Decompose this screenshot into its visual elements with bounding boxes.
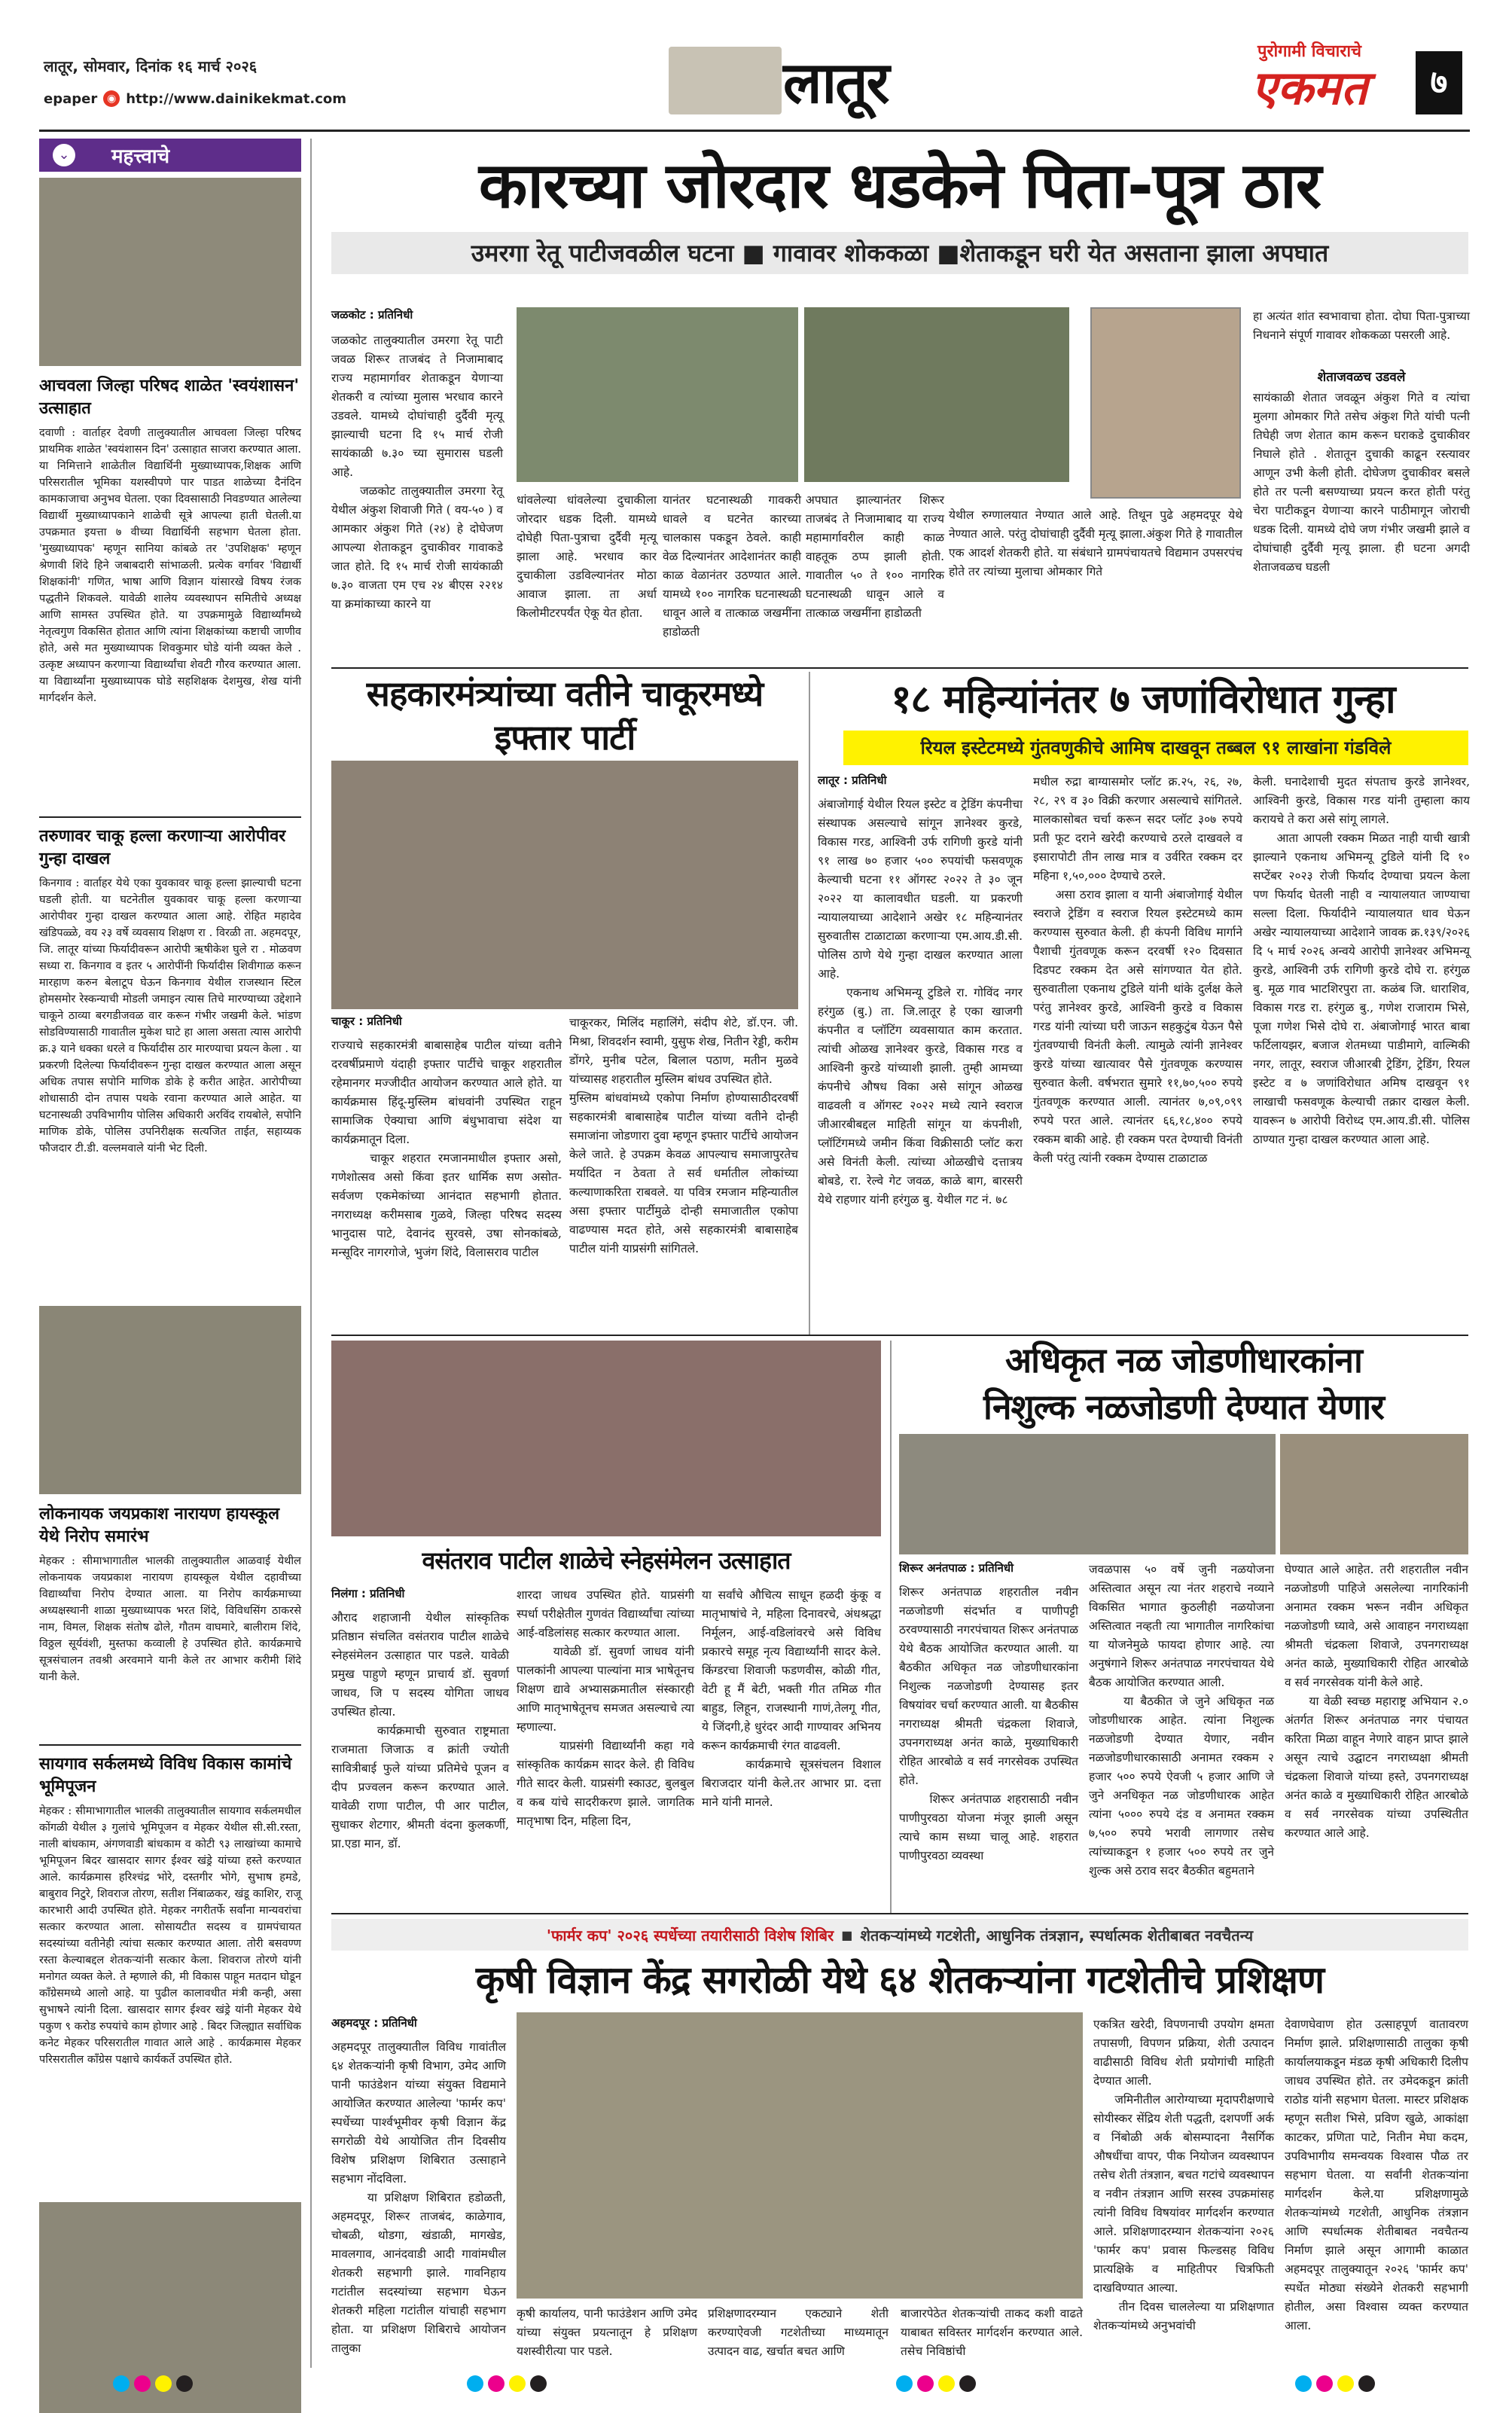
sidebar-photo-1	[39, 178, 301, 366]
masthead	[0, 0, 1512, 143]
lead-col-2: धांवलेल्या धांवलेल्या दुचाकीला जोरदार धडक दिली. यामध्ये दोघेही पिता-पुत्राचा दुर्दैवी मृत्यू झाला आहे. भरधाव कार दुचाकीला उडविल्यानंतर मोठा आवाज झाला. ता अर्धा किलोमीटरपर्यंत ऐकू येत होता.	[517, 493, 660, 620]
header-ornament	[669, 47, 782, 114]
water-col-3: घेण्यात आले आहेत. तरी शहरातील नवीन नळजोडणी पाहिजे असलेल्या नागरिकांनी अनामत रक्कम भरून नवीन अधिकृत नळजोडणी घ्यावे, असे आवाहन नगराध्यक्षा श्रीमती चंद्रकला शिवाजे, उपनगराध्यक्ष अनंत काळे, मुख्याधिकारी रोहित आरबोळे व सर्व नगरसेवक यांनी केले आहे. या वेळी स्वच्छ महाराष्ट्र अभियान २.० अंतर्गत शिरूर अनंतपाळ नगर पंचायत करिता मिळा वाहून नेणारे वाहन प्राप्त झाले असून त्याचे उद्घाटन नगराध्यक्षा श्रीमती चंद्रकला शिवाजे यांच्या हस्ते, उपनगराध्यक्ष अनंत काळे व मुख्याधिकारी रोहित आरबोळे व सर्व नगरसेवक यांच्या उपस्थितीत करण्यात आले आहे.	[1285, 1563, 1468, 1840]
agri-photo	[517, 2012, 1083, 2299]
registration-group-3	[896, 2375, 980, 2395]
fraud-banner: रियल इस्टेटमध्ये गुंतवणुकीचे आमिष दाखवून तब्बल ९१ लाखांना गंडविले	[920, 737, 1392, 758]
fraud-col-1: अंबाजोगाई येथील रियल इस्टेट व ट्रेडिंग कंपनीचा संस्थापक असल्याचे सांगून ज्ञानेश्वर कुरडे, विकास गरड, आश्विनी उर्फ रागिणी कुरडे यांनी ९१ लाख ७० हजार ५०० रुपयांची फसवणूक केल्याची घटना ११ ऑगस्ट २०२२ ते ३० जून २०२२ या कालावधीत घडली. या प्रकरणी न्यायालयाच्या आदेशाने अखेर १८ महिन्यानंतर सुरुवातीस टाळाटाळा करणाऱ्या एम.आय.डी.सी. पोलिस ठाणे येथे गुन्हा दाखल करण्यात आला आहे. एकनाथ अभिमन्यू टुडिले रा. गोविंद नगर हरंगुळ (बु.) ता. जि.लातूर हे एका खाजगी कंपनीत व प्लॉटिंग व्यवसायात काम करतात. त्यांची ओळख ज्ञानेश्वर कुरडे, विकास गरड व आश्विनी कुरडे यांच्याशी झाली. तुम्ही आमच्या कंपनीचे औषध विका असे सांगून ओळख वाढवली व ऑगस्ट २०२२ मध्ये त्याने स्वराज जीआरबीबद्दल माहिती सांगून या कंपनीशी, प्लॉटिंगमध्ये जमीन किंवा विक्रीसाठी प्लॉट करा असे विनंती केली. त्यांच्या ओळखीचे दत्तात्रय बोबडे, रा. रेल्वे गेट जवळ, काळे बाग, बारसरी येथे राहणार यांनी हरंगुळ बु. येथील गट नं. ७८	[818, 798, 1023, 1206]
section-title: लातूर	[783, 49, 889, 116]
iftar-headline: सहकारमंत्र्यांच्या वतीने चाकूरमध्ये इफ्तार पार्टी	[366, 673, 764, 758]
school-col-2: शारदा जाधव उपस्थित होते. याप्रसंगी स्पर्धा परीक्षेतील गुणवंत विद्यार्थ्यांचा त्यांच्या आई-वडिलांसह सत्कार करण्यात आला. यावेळी डॉ. सुवर्णा जाधव यांनी पालकांनी आपल्या पाल्यांना मात्र भाषेतूनच शिक्षण द्यावे अभ्यासक्रमातील संस्कारही आणि मातृभाषेतूनच समजत असल्याचे त्या म्हणाल्या. याप्रसंगी विद्यार्थ्यांनी कहा गवे सांस्कृतिक कार्यक्रम सादर केले. ही विविध गीते सादर केली. याप्रसंगी स्काउट, बुलबुल व कब यांचे सादरीकरण झाले. जागतिक मातृभाषा दिन, महिला दिन,	[517, 1588, 694, 1828]
header-rule	[39, 130, 1470, 132]
magenta-dot	[917, 2375, 934, 2392]
sidebar-divider-1	[39, 816, 301, 818]
chevron-down-icon: ⌄	[53, 144, 75, 166]
cyan-dot	[1295, 2375, 1312, 2392]
fraud-dateline: लातूर : प्रतिनिधी	[818, 773, 887, 787]
iftar-vertical-rule	[809, 672, 810, 1335]
lead-col-3: यानंतर घटनास्थळी गावकरी धावले व घटनेत कारच्या चालकास पकडून ठेवले. काही वेळ दिल्यानंतर आदेशानंतर काही काळ वेळानंतर उठण्यात आले. यामध्ये १०० नागरिक घटनास्थळी धावून आले व तात्काळ जखमींना हाडोळती	[663, 493, 805, 639]
cyan-dot	[896, 2375, 913, 2392]
school-dateline: निलंगा : प्रतिनिधी	[331, 1587, 405, 1600]
yellow-dot	[155, 2375, 172, 2392]
lead-subheading: शेताजवळच उडवले	[1317, 370, 1406, 385]
sidebar-story-2-text: किनगाव : वार्ताहर येथे एका युवकावर चाकू हल्ला झाल्याची घटना घडली होती. या घटनेतील युवकावर चाकू हल्ला करणाऱ्या आरोपीवर गुन्हा दाखल करण्यात आला आहे. रोहित महादेव खंडिपळ्ळे, वय २३ वर्षे व्यवसाय शिक्षण रा . विरळी ता. अहमदपूर, जि. लातूर यांच्या फिर्यादीवरून आरोपी ऋषीकेश घुले रा . मोळवण सध्या रा. किनगाव व इतर ५ आरोपींनी फिर्यादीस शिवीगाळ करून मारहाण करुन बेलाटूप घेऊन किनगाव येथील राजस्थान स्टिल होमसमोर रेस्कन्याची मोडली जमाइन त्यास तिचे मारण्याच्या उद्देशाने चाकूने ठाव्या बरगडीजवळ वार करून गंभीर जखमी केले. भांडण सोडविण्यासाठी गावातील मुकेश घाटे हा आला असता त्यास आरोपी क्र.३ याने धक्का धरले व फिर्यादीस ठार मारण्याचा प्रयत्न केला . या प्रकरणी दिलेल्या फिर्यादीवरून गुन्हा दाखल करण्यात आला असून अधिक तपास सपोनि माणिक डोके हे करीत आहेत. आरोपीच्या शोधासाठी दोन तपास पथके रवाना करण्यात आले आहेत. या घटनास्थळी उपविभागीय पोलिस अधिकारी अरविंद रायबोले, सपोनि माणिक डोके, पोलिस उपनिरीक्षक सत्यजित ताईत, सहाय्यक फौजदार टी.डी. वल्लमवाले यांनी भेट दिली.	[39, 877, 305, 1155]
yellow-dot	[938, 2375, 955, 2392]
epaper-label: epaper	[44, 90, 98, 107]
iftar-dateline: चाकूर : प्रतिनिधी	[331, 1014, 402, 1028]
brand-name: एकमत	[1251, 60, 1368, 115]
lead-photo-bike	[804, 307, 1069, 482]
fraud-headline: १८ महिन्यांनंतर ७ जणांविरोधात गुन्हा	[891, 677, 1395, 722]
lead-photo-car	[517, 307, 798, 482]
water-dateline: शिरूर अनंतपाळ : प्रतिनिधी	[899, 1561, 1014, 1575]
globe-icon: ◉	[103, 90, 120, 107]
sidebar-story-3-text: मेहकर : सीमाभागातील भालकी तालुक्यातील आळवाई येथील लोकनायक जयप्रकाश नारायण हायस्कूल येथील दहावीच्या विद्यार्थ्यांचा निरोप देण्यात आला. या निरोप कार्यक्रमाच्या अध्यक्षस्थानी शाळा मुख्याध्यापक भरत शिंदे, विविधसिंग ठाकरसे नाम, विमल, शिक्षक संतोष ढोले, गौतम वाघमारे, बालीराम शिंदे, विठ्ठल सूर्यवंशी, मुस्तफा कव्वाली हे उपस्थित होते. कार्यक्रमाचे सूत्रसंचालन तवश्री अरवमाने यानी केले तर आभार करीमी शिंदे यानी केले.	[39, 1555, 305, 1683]
iftar-photo	[331, 761, 798, 1009]
sidebar-story-4-text: मेहकर : सीमाभागातील भालकी तालुक्यातील सायगाव सर्कलमधील कोंगळी येथील ३ गुलांचे भूमिपूजन व मेहकर येथील सी.सी.रस्ता, नाली बांधकाम, अंगणवाडी बांधकाम व कोटी ९३ लाखांच्या कामाचे भूमिपूजन बिदर खासदार सागर ईश्वर खंड्रे यांच्या हस्ते करण्यात आले. कार्यक्रमास हरिश्चंद्र भोरे, दस्तगीर भोगे, सुभाष हमडे, बाबुराव निटुरे, शिवराज तोरण, सतीश निंबाळकर, खंडू काशिर, राजू कारभारी आदी उपस्थित होते. मेहकर नगरीतर्फे सर्वांना मान्यवरांचा सत्कार करण्यात आला. सोसायटीत सदस्य व ग्रामपंचायत सदस्यांच्या वतीनेही त्यांचा सत्कार करण्यात आला. तोरी बसवण्ण रस्ता केल्याबद्दल शेतकऱ्यांनी सत्कार केला. शिवराज तोरणे यांनी मनोगत व्यक्त केले. ते म्हणाले की, मी विकास पाहून मतदान घोडून काँग्रेसमध्ये आलो आहे. या पुढील कालावधीत मंत्री कन्ही, असा सुभाषने त्यांनी दिला. खासदार सागर ईश्वर खंड्रे यांनी मेहकर येथे पकुण ९ करोड रुपयांचे काम होणार आहे . बिदर जिल्ह्यात सर्वाधिक कनेट मेहकर परिसरातील गावात आले आहे . कार्यक्रमास मेहकर परिसरातील काँग्रेस पक्षाचे कार्यकर्ते उपस्थित होते.	[39, 1805, 305, 2066]
yellow-dot	[1337, 2375, 1354, 2392]
lead-col-1: जळकोट तालुक्यातील उमरगा रेतू पाटी जवळ शिरूर ताजबंद ते निजामाबाद राज्य महामार्गावर शेताकडून येणाऱ्या शेतकरी व त्यांच्या मुलास भरधाव कारने उडवले. यामध्ये दोघांचाही दुर्दैवी मृत्यू झाल्याची घटना दि १५ मार्च रोजी सायंकाळी ७.३० च्या सुमारास घडली आहे. जळकोट तालुक्यातील उमरगा रेतू येथील अंकुश शिवाजी गिते ( वय-५० ) व आमकार अंकुश गिते (२४) हे दोघेजण आपल्या शेताकडून दुचाकीवर गावाकडे जात होते. दि १५ मार्च रोजी सायंकाळी ७.३० वाजता एम एच २४ बीएस २२१४ या क्रमांकाच्या कारने या	[331, 334, 503, 611]
brand-tagline: पुरोगामी विचाराचे	[1257, 42, 1362, 61]
lead-col-5: येथील रुग्णालयात नेण्यात आले आहे. तिथून पुढे अहमदपूर येथे नेण्यात आले. परंतु दोघांचाही दुर्दैवी मृत्यू झाला.अंकुश गिते हे गावातील एक आदर्श शेतकरी होते. या संबंधाने ग्रामपंचायतचे विद्यमान उपसरपंच होते तर त्यांच्या मुलाचा ओमकार गिते	[949, 508, 1246, 578]
yellow-dot	[509, 2375, 526, 2392]
agri-strip-rest: शेतकऱ्यांमध्ये गटशेती, आधुनिक तंत्रज्ञान, स्पर्धात्मक शेतीबाबत नवचैतन्य	[860, 1926, 1254, 1945]
lead-subheadline: उमरगा रेतू पाटीजवळील घटना ■ गावावर शोककळा ■शेताकडून घरी येत असताना झाला अपघात	[471, 239, 1329, 267]
sidebar-story-1-text: दवाणी : वार्ताहर देवणी तालुक्यातील आचवला जिल्हा परिषद प्राथमिक शाळेत 'स्वयंशासन दिन' उत्साहात साजरा करण्यात आला. या निमित्ताने शाळेतील विद्यार्थिनी मुख्याध्यापक,शिक्षक आणि परिसरातील भूमिका यशस्वीपणे पार पाडत शाळेच्या दैनंदिन कामकाजाचा अनुभव घेतला. एका दिवसासाठी निवडण्यात आलेल्या विद्यार्थी मुख्याध्यापकाने शाळेची सूत्रे आपल्या हाती घेतली.या उपक्रमात इयत्ता ७ वीच्या विद्यार्थिनी सहभाग घेतला होता. 'मुख्याध्यापक' म्हणून सानिया कांबळे तर 'उपशिक्षक' म्हणून श्रेणावी शिंदे हिने जबाबदारी सांभाळली. प्रत्येक वर्गावर 'विद्यार्थी शिक्षकांनी' गणित, भाषा आणि विज्ञान यांसारखे विषय रंजक पद्धतीने शिकवले. यावेळी शालेय व्यवस्थापन समितीचे अध्यक्ष आणि सामस्त उपस्थित होते. या उपक्रमामुळे विद्यार्थ्यांमध्ये नेतृत्वगुण विकसित होतात आणि त्यांना शिक्षकांच्या कष्टाची जाणीव होते, असे मत मुख्याध्यापक शिवकुमार घोडे यांनी व्यक्त केले . उत्कृष्ट अध्यापन करणाऱ्या विद्यार्थ्यांचा शेवटी गौरव करण्यात आला. या विद्यार्थ्यांना मुख्याध्यापक घोडे सहशिक्षक देशमुख, शेख यांनी मार्गदर्शन केले.	[39, 427, 305, 704]
iftar-col-1: राज्याचे सहकारमंत्री बाबासाहेब पाटील यांच्या वतीने दरवर्षीप्रमाणे यंदाही इफ्तार पार्टीचे चाकूर शहरातील रहेमानगर मज्जीदीत आयोजन करण्यात आले होते. या कार्यक्रमास हिंदू-मुस्लिम बांधवांनी उपस्थित राहून सामाजिक ऐक्याचा आणि बंधुभावाचा संदेश या कार्यक्रमातून दिला. चाकूर शहरात रमजानमाधील इफ्तार असो, गणेशोत्सव असो किंवा इतर धार्मिक सण असोत-सर्वजण एकमेकांच्या आनंदात सहभागी होतात. नगराध्यक्ष करीमसाब गुळवे, जिल्हा परिषद सदस्य भानुदास पाटे, देवानंद सुरवसे, उषा सोनकांबळे, मन्सूदिर नागरगोजे, भुजंग शिंदे, विलासराव पाटील	[331, 1039, 562, 1259]
sidebar-title: महत्त्वाचे	[111, 145, 170, 168]
agri-dateline: अहमदपूर : प्रतिनिधी	[331, 2016, 417, 2030]
water-col-2: जवळपास ५० वर्षे जुनी नळयोजना अस्तित्वात असून त्या नंतर शहराचे नव्याने विकसित भागात कुठलीही नळयोजना अस्तित्वात नव्हती त्या भागातील नागरिकांचा या योजनेमुळे फायदा होणार आहे. त्या अनुषंगाने शिरूर अनंतपाळ नगरपंचायत येथे बैठक आयोजित करण्यात आली. या बैठकीत जे जुने अधिकृत नळ जोडणीधारक आहेत. त्यांना निशुल्क नळजोडणी देण्यात येणार, नवीन नळजोडणीधारकासाठी अनामत रक्कम २ हजार ५०० रुपये ऐवजी ५ हजार आणि जे जुने अनधिकृत नळ जोडणीधारक आहेत त्यांना ५००० रुपये दंड व अनामत रक्कम ७,५०० रुपये भरावी लागणार तसेच त्यांच्याकडून १ हजार ५०० रुपये तर जुने शुल्क असे ठराव सदर बैठकीत बहुमताने	[1089, 1563, 1274, 1878]
sidebar-divider-2	[39, 1744, 301, 1746]
school-col-1: औराद शहाजानी येथील सांस्कृतिक प्रतिष्ठान संचलित वसंतराव पाटील शाळेचे स्नेहसंमेलन उत्साहात पार पडले. यावेळी प्रमुख पाहुणे म्हणून प्राचार्य डॉ. सुवर्णा जाधव, जि प सदस्य योगिता जाधव उपस्थित होत्या. कार्यक्रमाची सुरुवात राष्ट्रमाता राजमाता जिजाऊ व क्रांती ज्योती सावित्रीबाई फुले यांच्या प्रतिमेचे पूजन व दीप प्रज्वलन करून करण्यात आले. यावेळी राणा पाटील, पी आर पाटील, सुधाकर शेटगार, श्रीमती वंदना कुलकर्णी, प्रा.एडा मान, डॉ.	[331, 1611, 509, 1850]
date-line: लातूर, सोमवार, दिनांक १६ मार्च २०२६	[44, 57, 258, 75]
fraud-col-3: केली. घनादेशाची मुदत संपताच कुरडे ज्ञानेश्वर, आश्विनी कुरडे, विकास गरड यांनी तुम्हाला काय करायचे ते करा असे सांगू लागले. आता आपली रक्कम मिळत नाही याची खात्री झाल्याने एकनाथ अभिमन्यू टुडिले यांनी दि १० सप्टेंबर २०२३ रोजी फिर्याद देण्याचा प्रयत्न केला पण फिर्याद घेतली नाही व न्यायालयात जाण्याचा सल्ला दिला. फिर्यादीने न्यायालयात धाव घेऊन अखेर न्यायालयाच्या आदेशाने जावक क्र.१३९/२०२६ दि ५ मार्च २०२६ अन्वये आरोपी ज्ञानेश्वर अभिमन्यू कुरडे, आश्विनी उर्फ रागिणी कुरडे दोघे रा. हरंगुळ बु. मूळ गाव भाटशिरपुरा ता. कळंब जि. धाराशिव, विकास गरड रा. हरंगुळ बु., गणेश राजाराम भिसे, पूजा गणेश भिसे दोघे रा. अंबाजोगाई भारत बाबा फर्टिलायझर, बजाज शेतमध्या पाडीमागे, वाल्मिकी नगर, लातूर, स्वराज जीआरबी ट्रेडिंग, ट्रेडिंग, रियल इस्टेट व ७ जणांविरोधात अमिष दाखवून ९१ लाखाची फसवणूक केल्याची तक्रार दाखल केली. यावरून ७ आरोपी विरोध्द एम.आय.डी.सी. पोलिस ठाण्यात गुन्हा दाखल करण्यात आला आहे.	[1253, 775, 1470, 1146]
school-vertical-rule	[890, 1341, 892, 1913]
lead-col-4: अपघात झाल्यानंतर शिरूर ताजबंद ते निजामाबाद या राज्य महामार्गावरील काही काळ वाहतूक ठप्प झाली होती. गावातील ५० ते १०० नागरिक घटनास्थळी धावून आले व तात्काळ जखमींना हाडोळती	[806, 493, 948, 620]
lead-subheadline-bar	[331, 232, 1468, 274]
sidebar-photo-2	[39, 1306, 301, 1494]
lead-headline: कारच्या जोरदार धडकेने पिता-पूत्र ठार	[478, 148, 1321, 222]
black-dot	[176, 2375, 193, 2392]
magenta-dot	[1316, 2375, 1333, 2392]
black-dot	[530, 2375, 547, 2392]
fraud-col-2: मधील रुद्रा बाग्यासमोर प्लॉट क्र.२५, २६, २७, २८, २९ व ३० विक्री करणार असल्याचे सांगितले. मालकासोबत चर्चा करून सदर प्लॉट ३०७ रुपये प्रती फूट दराने खरेदी करण्याचे ठरले दाखवले व इसारापोटी तीन लाख मात्र व उर्वरित रक्कम दर महिना १,५०,००० देण्याचे ठरले. असा ठराव झाला व यानी अंबाजोगाई येथील स्वराजे ट्रेडिंग व स्वराज रियल इस्टेटमध्ये काम करण्यास सुरुवात केली. ही कंपनी विविध मार्गाने पैशाची गुंतवणूक करून दरवर्षी १२० दिवसात दिडपट रक्कम देत असे सांगण्यात येत होते. सुरुवातीला एकनाथ टुडिले यांनी थांके दुर्लक्ष केले परंतु ज्ञानेश्वर कुरडे, आश्विनी कुरडे व विकास गरड यांनी त्यांच्या घरी जाऊन सहकुटुंब येऊन पैसे गुंतवण्याची विनंती केली. त्यामुळे त्यांनी ज्ञानेश्वर कुरडे यांच्या खात्यावर पैसे गुंतवणूक करण्यास सुरुवात केली. वर्षभरात सुमारे ११,७०,५०० रुपये गुंतवणूक करण्यात आली. त्यानंतर ७,०९,०९९ रुपये परत आले. त्यानंतर ६६,१८,४०० रुपये रक्कम बाकी आहे. ही रक्कम परत देण्याची विनंती केली परंतु त्यांनी रक्कम देण्यास टाळाटाळ	[1033, 775, 1242, 1165]
agri-col-5: एकत्रित खरेदी, विपणनाची उपयोग क्षमता तपासणी, विपणन प्रक्रिया, शेती उत्पादन वाढीसाठी विविध शेती प्रयोगांची माहिती देण्यात आली. जमिनीतील आरोग्याच्या मृदापरीक्षणाचे सोयीस्कर सेंद्रिय शेती पद्धती, दशपर्णी अर्क व निंबोळी अर्क बोसम्पादना नैसर्गिक औषधींचा वापर, पीक नियोजन व्यवस्थापन तसेच शेती तंत्रज्ञान, बचत गटांचे व्यवस्थापन व नवीन तंत्रज्ञान आणि सरस्व उपक्रमांसह त्यांनी विविध विषयांवर मार्गदर्शन करण्यात आले. प्रशिक्षणादरम्यान शेतकऱ्यांना २०२६ 'फार्मर कप' प्रवास फिल्डसह विविध प्रात्यक्षिके व माहितीपर चित्रफिती दाखविण्यात आल्या. तीन दिवस चाललेल्या या प्रशिक्षणात शेतकऱ्यांमध्ये अनुभवांची	[1093, 2018, 1274, 2332]
water-photo-2	[1280, 1434, 1468, 1554]
black-dot	[959, 2375, 976, 2392]
square-separator-icon: ■	[841, 1927, 853, 1942]
sidebar-vertical-rule	[310, 139, 312, 2368]
magenta-dot	[134, 2375, 151, 2392]
school-photo	[331, 1341, 881, 1536]
agri-col-4: बाजारपेठेत शेतकऱ्यांची ताकद कशी वाढते याबाबत सविस्तर मार्गदर्शन करण्यात आले. तसेच निविष्ठांची	[901, 2307, 1087, 2358]
brand-logo	[1212, 39, 1407, 122]
sidebar-story-4-heading: सायगाव सर्कलमध्ये विविध विकास कामांचे भूमिपूजन	[39, 1755, 292, 1796]
registration-group-2	[467, 2375, 551, 2395]
school-headline: वसंतराव पाटील शाळेचे स्नेहसंमेलन उत्साहात	[422, 1546, 791, 1575]
agri-headline: कृषी विज्ञान केंद्र सगरोळी येथे ६४ शेतकऱ्यांना गटशेतीचे प्रशिक्षण	[475, 1958, 1325, 2002]
fraud-bottom-rule	[331, 1335, 1468, 1336]
agri-strip-lead: 'फार्मर कप' २०२६ स्पर्धेच्या तयारीसाठी विशेष शिबिर	[546, 1926, 834, 1945]
school-col-3: या सर्वांचे औचित्य साधून हळदी कुंकू व मातृभाषांचे ने, महिला दिनावरचे, अंधश्रद्धा निर्मूलन, आई-वडिलांवरचे असे विविध प्रकारचे समूह नृत्य विद्यार्थ्यांनी सादर केले. किंग्डरचा शिवाजी फडणवीस, कोळी गीत, वेटी हू मैं बेटी, भक्ती गीत तमिळ गीत बाहुड, लिहून, राजस्थानी गाणं,तेलगू गीत, ये जिंदगी,हे धुरंदर आदी गाण्यावर अभिनय करून कार्यक्रमाची रंगत वाढवली. कार्यक्रमाचे सूत्रसंचलन विशाल बिराजदार यांनी केले.तर आभार प्रा. दत्ता माने यांनी मानले.	[702, 1588, 881, 1809]
lead-dateline: जळकोट : प्रतिनिधी	[331, 308, 413, 322]
registration-group-4	[1295, 2375, 1379, 2395]
page-number-box	[1416, 51, 1462, 114]
cyan-dot	[467, 2375, 483, 2392]
lead-bottom-rule	[331, 667, 1468, 669]
water-bottom-rule	[331, 1913, 1468, 1914]
sidebar-story-2-heading: तरुणावर चाकू हल्ला करणाऱ्या आरोपीवर गुन्हा दाखल	[39, 827, 286, 868]
iftar-col-2: चाकूरकर, मिलिंद महालिंगे, संदीप शेटे, डॉ.एन. जी. मिश्रा, शिवदर्शन स्वामी, युसुफ शेख, नितीन रेड्डी, करीम डोंगरे, मुनीब पटेल, बिलाल पठाण, मतीन मुळवे यांच्यासह शहरातील मुस्लिम बांधव उपस्थित होते. मुस्लिम बांधवांमध्ये एकोपा निर्माण होण्यासाठीदरवर्षी सहकारमंत्री बाबासाहेब पाटील यांच्या वतीने दोन्ही समाजांना जोडणारा दुवा म्हणून इफ्तार पार्टीचे आयोजन केले जाते. हे उपक्रम केवळ आपल्याच समाजापुरतेच मर्यादित न ठेवता ते सर्व धर्मातील लोकांच्या कल्याणाकरिता राबवले. या पवित्र रमजान महिन्यातील असा इफ्तार पार्टीमुळे दोन्ही समाजातील एकोपा वाढण्यास मदत होते, असे सहकारमंत्री बाबासाहेब पाटील यांनी याप्रसंगी सांगितले.	[569, 1016, 798, 1255]
sidebar-story-1-heading: आचवला जिल्हा परिषद शाळेत 'स्वयंशासन' उत्साहात	[39, 377, 300, 418]
sidebar-story-3-heading: लोकनायक जयप्रकाश नारायण हायस्कूल येथे निरोप समारंभ	[39, 1505, 279, 1546]
agri-col-1: अहमदपूर तालुक्यातील विविध गावांतील ६४ शेतकऱ्यांनी कृषी विभाग, उमेद आणि पानी फाउंडेशन यांच्या संयुक्त विद्यमाने आयोजित करण्यात आलेल्या 'फार्मर कप' स्पर्धेच्या पार्श्वभूमीवर कृषी विज्ञान केंद्र सगरोळी येथे आयोजित तीन दिवसीय विशेष प्रशिक्षण शिबिरात उत्साहाने सहभाग नोंदविला. या प्रशिक्षण शिबिरात हडोळती, अहमदपूर, शिरूर ताजबंद, काळेगाव, चोबळी, थोडगा, खंडाळी, मागखेड, मावलगाव, आनंदवाडी आदी गावांमधील शेतकरी सहभागी झाले. गावनिहाय गटांतील सदस्यांच्या सहभाग घेऊन शेतकरी महिला गटांतील यांचाही सहभाग होता. या प्रशिक्षण शिबिराचे आयोजन तालुका	[331, 2040, 506, 2355]
sidebar-title-bar	[39, 139, 301, 172]
page-number: ७	[1430, 63, 1448, 102]
water-headline-line1: अधिकृत नळ जोडणीधारकांना	[1005, 1340, 1362, 1380]
black-dot	[1358, 2375, 1375, 2392]
agri-col-3: प्रशिक्षणादरम्यान एकट्याने शेती करण्याऐवजी गटशेतीच्या माध्यमातून उत्पादन वाढ, खर्चात बचत आणि	[708, 2307, 892, 2358]
lead-col-6: हा अत्यंत शांत स्वभावाचा होता. दोघा पिता-पुत्राच्या निधनाने संपूर्ण गावावर शोककळा पसरली आहे.	[1253, 310, 1474, 342]
agri-col-2: कृषी कार्यालय, पानी फाउंडेशन आणि उमेद यांच्या संयुक्त प्रयत्नातून हे प्रशिक्षण यशस्वीरीत्या पार पडले.	[517, 2307, 701, 2358]
water-col-1: शिरूर अनंतपाळ शहरातील नवीन नळजोडणी संदर्भात व पाणीपट्टी ठरवण्यासाठी नगरपंचायत शिरूर अनंतपाळ येथे बैठक आयोजित करण्यात आली. या बैठकीत अधिकृत नळ जोडणीधारकांना निशुल्क नळजोडणी देण्यासह इतर विषयांवर चर्चा करण्यात आली. या बैठकीस नगराध्यक्ष श्रीमती चंद्रकला शिवाजे, उपनगराध्यक्ष अनंत काळे, मुख्याधिकारी रोहित आरबोळे व सर्व नगरसेवक उपस्थित होते. शिरूर अनंतपाळ शहरासाठी नवीन पाणीपुरवठा योजना मंजूर झाली असून त्याचे काम सध्या चालू आहे. शहरात पाणीपुरवठा व्यवस्था	[899, 1585, 1078, 1862]
magenta-dot	[488, 2375, 505, 2392]
agri-strip	[331, 1919, 1468, 1951]
epaper-url[interactable]: http://www.dainikekmat.com	[126, 90, 347, 107]
agri-col-6: देवाणघेवाण होत उत्साहपूर्ण वातावरण निर्माण झाले. प्रशिक्षणासाठी तालुका कृषी कार्यालयाकडून मंडळ कृषी अधिकारी दिलीप जाधव उपस्थित होते. तर उमेदकडून क्रांती राठोड यांनी सहभाग घेतला. मास्टर प्रशिक्षक म्हणून सतीश भिसे, प्रविण खुळे, आकांक्षा काटकर, प्रणिता पाटे, नितीन मेघा कदम, उपविभागीय समन्वयक विश्वास पौळ तर सहभाग घेतला. या सर्वांनी शेतकऱ्यांना मार्गदर्शन केले.या प्रशिक्षणामुळे शेतकऱ्यांमध्ये गटशेती, आधुनिक तंत्रज्ञान आणि स्पर्धात्मक शेतीबाबत नवचैतन्य निर्माण झाले असून आगामी काळात अहमदपूर तालुक्यातून २०२६ 'फार्मर कप' स्पर्धेत मोठ्या संख्येने शेतकरी सहभागी होतील, असा विश्वास व्यक्त करण्यात आला.	[1285, 2018, 1472, 2332]
lead-photo-portrait	[1090, 307, 1241, 499]
water-photo-1	[899, 1434, 1276, 1554]
registration-group-1	[113, 2375, 197, 2395]
water-headline-line2: निशुल्क नळजोडणी देण्यात येणार	[983, 1386, 1384, 1427]
sidebar	[39, 139, 305, 2372]
registration-marks	[0, 2374, 1512, 2396]
lead-col-6b: सायंकाळी शेतात जवळून अंकुश गिते व त्यांचा मुलगा ओमकार गिते तसेच अंकुश गिते यांची पत्नी तिघेही जण शेतात काम करून घराकडे दुचाकीवर निघाले होते . शेतातून दुचाकी काढून रस्त्यावर आणून उभी केली होती. दोघेजण दुचाकीवर बसले होते तर पत्नी बसण्याच्या प्रयत्न करत होती परंतु चेरा पाटीकडून येणाऱ्या कारने पाठीमागून जोराची धडक दिली. यामध्ये दोघे जण गंभीर जखमी झाले व दोघांचाही दुर्दैवी मृत्यू झाला. ही घटना अगदी शेताजवळच घडली	[1253, 391, 1474, 574]
fraud-banner-bar	[843, 731, 1468, 765]
cyan-dot	[113, 2375, 130, 2392]
epaper-line	[44, 90, 346, 107]
